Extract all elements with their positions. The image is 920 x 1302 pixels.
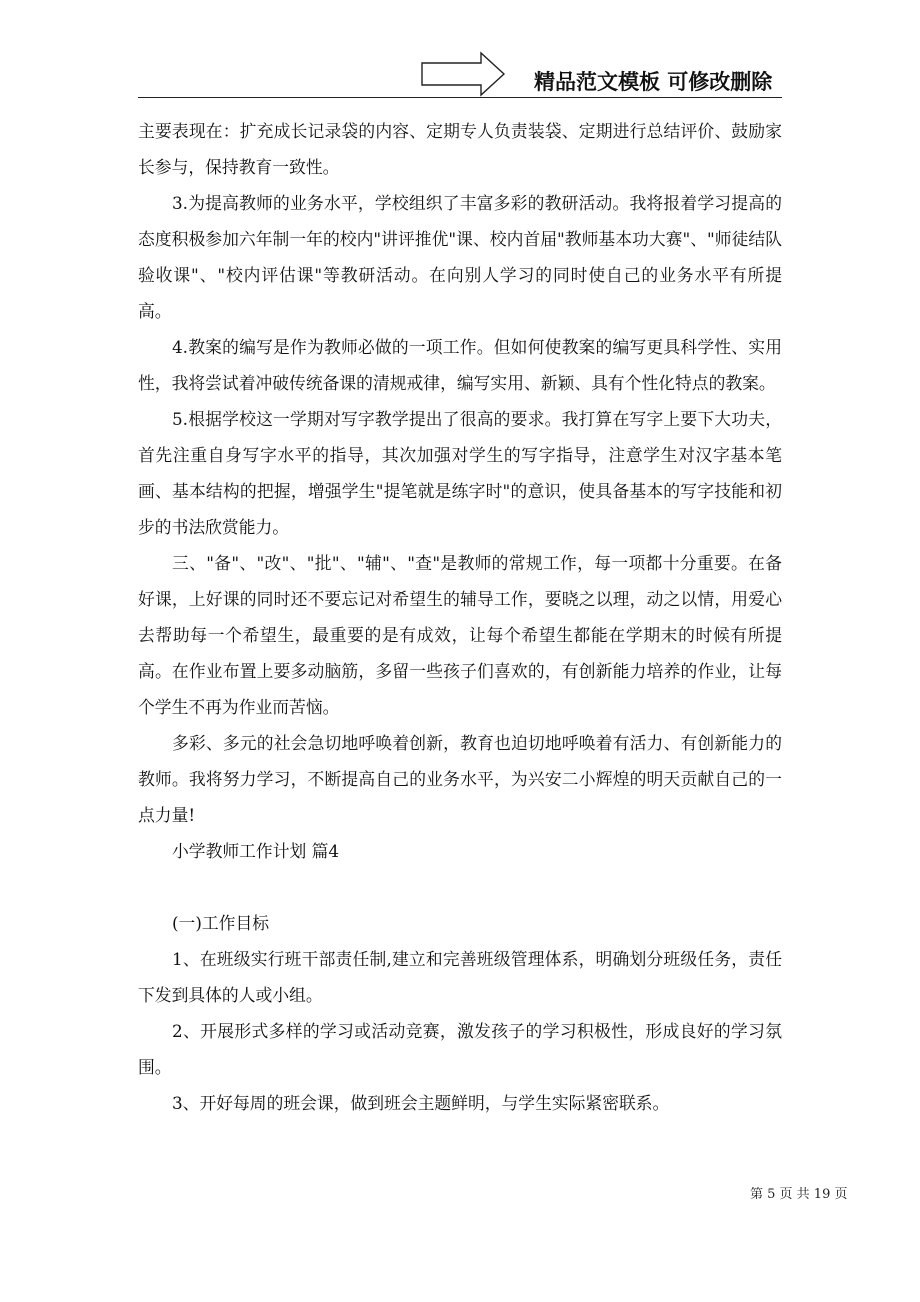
goal-item-3: 3、开好每周的班会课，做到班会主题鲜明，与学生实际紧密联系。 <box>172 1093 670 1113</box>
spacer <box>138 869 782 905</box>
page-number: 第 5 页 共 19 页 <box>750 1187 848 1202</box>
paragraph-item-4: 4.教案的编写是作为教师必做的一项工作。但如何使教案的编写更具科学性、实用性，我将尝试着冲破传统备课的清规戒律，编写实用、新颖、具有个性化特点的教案。 <box>138 337 782 393</box>
goal-item-1: 1、在班级实行班干部责任制,建立和完善班级管理体系，明确划分班级任务，责任下发到具体的人或小组。 <box>138 949 782 1005</box>
section-heading: 小学教师工作计划 篇4 <box>172 841 340 861</box>
paragraph-conclusion: 多彩、多元的社会急切地呼唤着创新，教育也迫切地呼唤着有活力、有创新能力的教师。我将努力学习，不断提高自己的业务水平，为兴安二小辉煌的明天贡献自己的一点力量! <box>138 733 782 825</box>
paragraph-item-3: 3.为提高教师的业务水平，学校组织了丰富多彩的教研活动。我将报着学习提高的态度积极参加六年制一年的校内"讲评推优"课、校内首届"教师基本功大赛"、"师徒结队验收课"、"校内评估课"等教研活动。在向别人学习的同时使自己的业务水平有所提高。 <box>138 193 782 321</box>
header-title: 精品范文模板 可修改删除 <box>534 70 773 94</box>
subheading-goals: (一)工作目标 <box>172 913 270 933</box>
right-arrow-outline-icon <box>421 51 507 97</box>
document-body <box>138 113 782 1121</box>
paragraph-continuation: 主要表现在：扩充成长记录袋的内容、定期专人负责装袋、定期进行总结评价、鼓励家长参与，保持教育一致性。 <box>138 121 782 177</box>
goal-item-2: 2、开展形式多样的学习或活动竞赛，激发孩子的学习积极性，形成良好的学习氛围。 <box>138 1021 782 1077</box>
paragraph-item-5: 5.根据学校这一学期对写字教学提出了很高的要求。我打算在写字上要下大功夫，首先注重自身写字水平的指导，其次加强对学生的写字指导，注意学生对汉字基本笔画、基本结构的把握，增强学生"提笔就是练字时"的意识，使具备基本的写字技能和初步的书法欣赏能力。 <box>138 409 782 537</box>
header-divider <box>138 97 782 98</box>
paragraph-section-3: 三、"备"、"改"、"批"、"辅"、"查"是教师的常规工作，每一项都十分重要。在备好课，上好课的同时还不要忘记对希望生的辅导工作，要晓之以理，动之以情，用爱心去帮助每一个希望生，最重要的是有成效，让每个希望生都能在学期末的时候有所提高。在作业布置上要多动脑筋，多留一些孩子们喜欢的，有创新能力培养的作业，让每个学生不再为作业而苦恼。 <box>138 553 782 717</box>
